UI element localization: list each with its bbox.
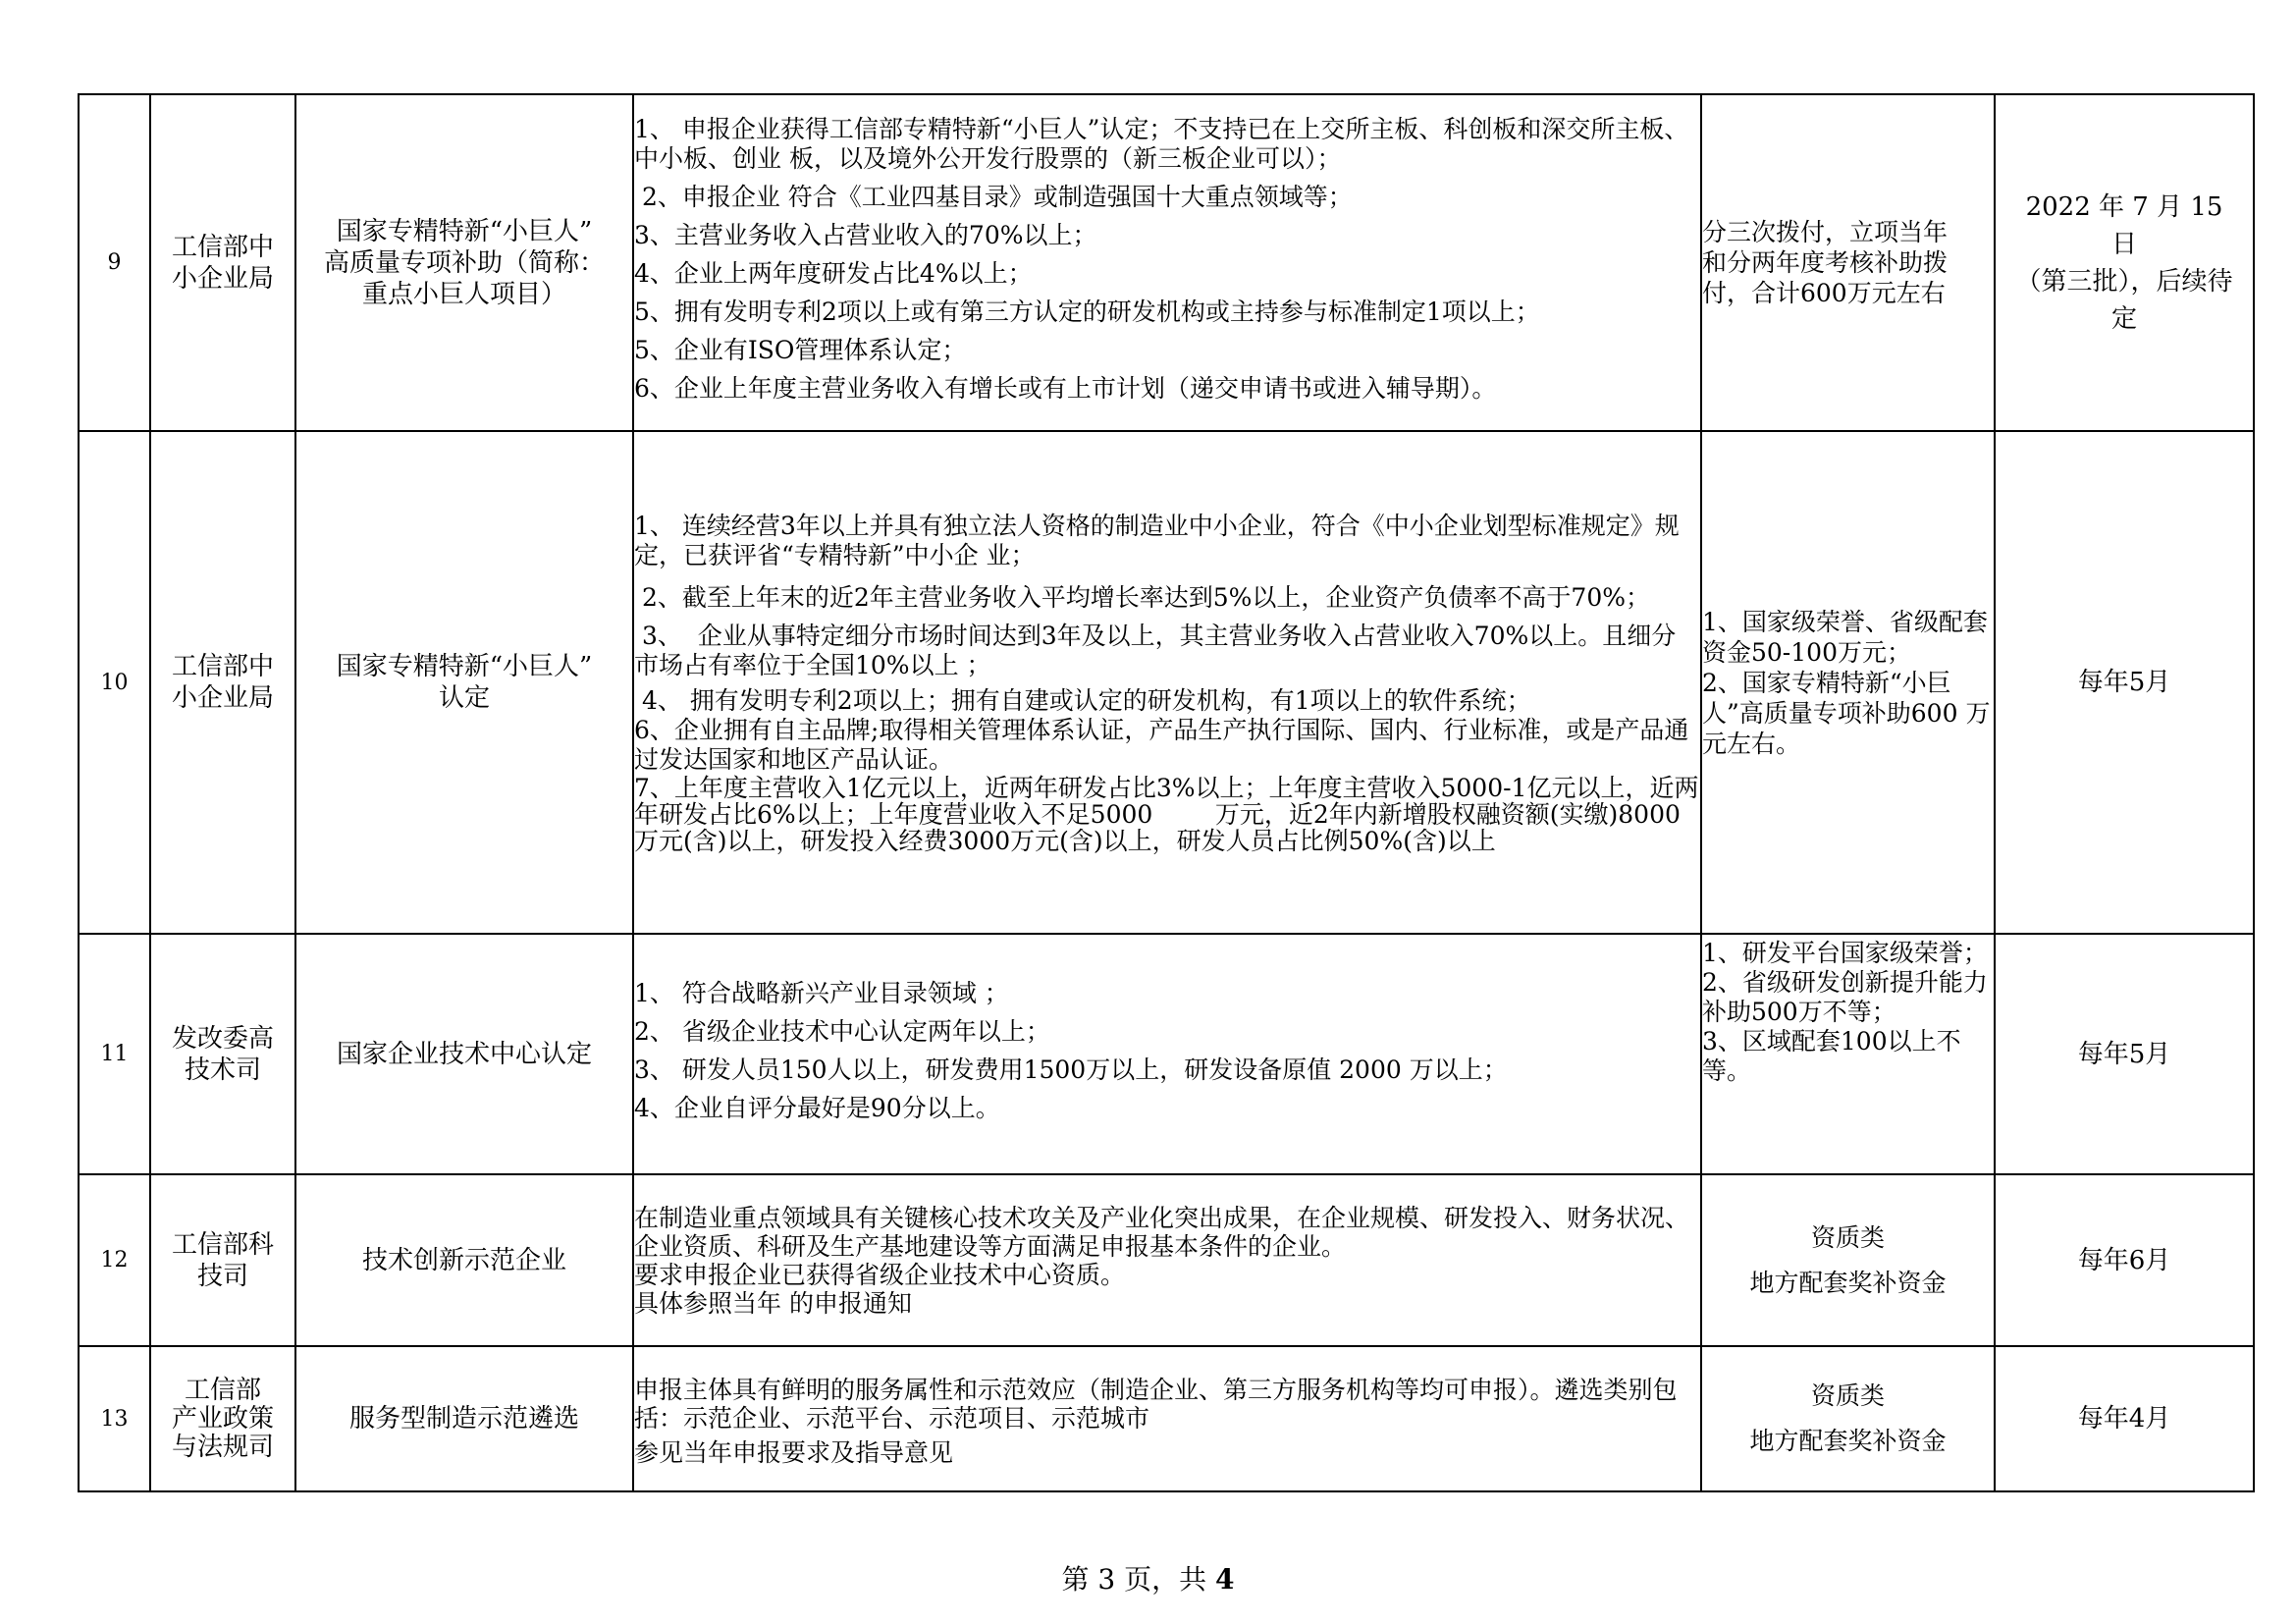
- support-cell: 1、研发平台国家级荣誉； 2、省级研发创新提升能力补助500万不等； 3、区域配套100以上不等。: [1701, 934, 1995, 1174]
- support-cell: 1、国家级荣誉、省级配套资金50-100万元； 2、国家专精特新“小巨人”高质量专项补助600 万元左右。: [1701, 431, 1995, 934]
- requirements-cell: 1、 符合战略新兴产业目录领域 ； 2、 省级企业技术中心认定两年以上； 3、 研发人员150人以上，研发费用1500万以上，研发设备原值 2000 万以上； 4、企业自评分最好是90分以上。: [633, 934, 1701, 1174]
- department-cell: 工信部 产业政策 与法规司: [150, 1346, 295, 1491]
- requirements-cell: 在制造业重点领域具有关键核心技术攻关及产业化突出成果，在企业规模、研发投入、财务状况、企业资质、科研及生产基地建设等方面满足申报基本条件的企业。 要求申报企业已获得省级企业技术中心资质。 具体参照当年 的申报通知: [633, 1174, 1701, 1346]
- department-cell: 工信部中 小企业局: [150, 431, 295, 934]
- deadline-cell: 每年6月: [1995, 1174, 2254, 1346]
- footer-middle: 页，共: [1115, 1563, 1216, 1596]
- requirements-cell: 申报主体具有鲜明的服务属性和示范效应（制造企业、第三方服务机构等均可申报）。遴选类别包括：示范企业、示范平台、示范项目、示范城市 参见当年申报要求及指导意见: [633, 1346, 1701, 1491]
- row-number: 13: [79, 1346, 150, 1491]
- table-row-12: [79, 1174, 2254, 1346]
- support-cell: 资质类 地方配套奖补资金: [1701, 1174, 1995, 1346]
- row-number: 12: [79, 1174, 150, 1346]
- support-cell: 分三次拨付，立项当年 和分两年度考核补助拨 付，合计600万元左右: [1701, 94, 1995, 431]
- project-name-cell: 技术创新示范企业: [295, 1174, 633, 1346]
- requirements-cell: 1、 申报企业获得工信部专精特新“小巨人”认定；不支持已在上交所主板、科创板和深交所主板、中小板、创业 板，以及境外公开发行股票的（新三板企业可以）； 2、申报企业 符合《工业四基目录》或制造强国十大重点领域等； 3、主营业务收入占营业收入的70%以上； 4、企业上两年度研发占比4%以上； 5、拥有发明专利2项以上或有第三方认定的研发机构或主持参与标准制定1项以上； 5、企业有ISO管理体系认定； 6、企业上年度主营业务收入有增长或有上市计划（递交申请书或进入辅导期）。: [633, 94, 1701, 431]
- policy-table: [78, 93, 2255, 1492]
- project-name-cell: 国家专精特新“小巨人” 高质量专项补助（简称： 重点小巨人项目）: [295, 94, 633, 431]
- current-page-number: 3: [1097, 1563, 1116, 1596]
- table-row-11: [79, 934, 2254, 1174]
- row-number: 11: [79, 934, 150, 1174]
- department-cell: 工信部科 技司: [150, 1174, 295, 1346]
- project-name-cell: 国家企业技术中心认定: [295, 934, 633, 1174]
- row-number: 10: [79, 431, 150, 934]
- project-name-cell: 国家专精特新“小巨人” 认定: [295, 431, 633, 934]
- department-cell: 发改委高 技术司: [150, 934, 295, 1174]
- row-number: 9: [79, 94, 150, 431]
- support-cell: 资质类 地方配套奖补资金: [1701, 1346, 1995, 1491]
- page-footer: [0, 1558, 2296, 1597]
- table-row-10: [79, 431, 2254, 934]
- deadline-cell: 2022 年 7 月 15 日 （第三批），后续待 定: [1995, 94, 2254, 431]
- table-row-13: [79, 1346, 2254, 1491]
- footer-prefix: 第: [1061, 1563, 1098, 1596]
- table-row-9: [79, 94, 2254, 431]
- deadline-cell: 每年4月: [1995, 1346, 2254, 1491]
- total-page-count: 4: [1215, 1563, 1235, 1596]
- project-name-cell: 服务型制造示范遴选: [295, 1346, 633, 1491]
- deadline-cell: 每年5月: [1995, 934, 2254, 1174]
- department-cell: 工信部中 小企业局: [150, 94, 295, 431]
- requirements-cell: 1、 连续经营3年以上并具有独立法人资格的制造业中小企业，符合《中小企业划型标准规定》规定，已获评省“专精特新”中小企 业； 2、截至上年末的近2年主营业务收入平均增长率达到5%以上，企业资产负债率不高于70%； 3、 企业从事特定细分市场时间达到3年及以上，其主营业务收入占营业收入70%以上。且细分市场占有率位于全国10%以上 ； 4、 拥有发明专利2项以上；拥有自建或认定的研发机构，有1项以上的软件系统； 6、企业拥有自主品牌;取得相关管理体系认证，产品生产执行国际、国内、行业标准，或是产品通过发达国家和地区产品认证。 7、上年度主营收入1亿元以上，近两年研发占比3%以上；上年度主营收入5000-1亿元以上，近两年研发占比6%以上；上年度营业收入不足5000 万元，近2年内新增股权融资额(实缴)8000万元(含)以上，研发投入经费3000万元(含)以上，研发人员占比例50%(含)以上: [633, 431, 1701, 934]
- deadline-cell: 每年5月: [1995, 431, 2254, 934]
